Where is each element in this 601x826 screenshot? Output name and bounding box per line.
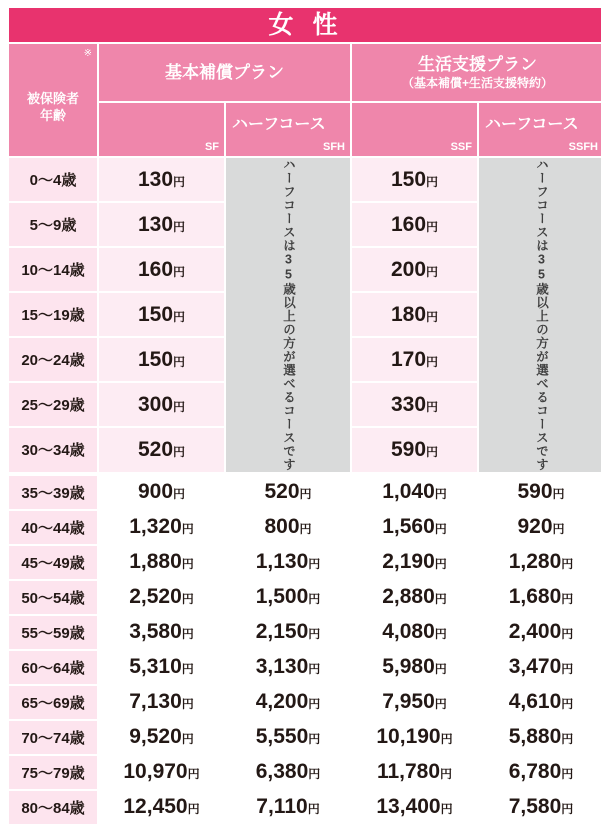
amount-value: 130 [137,212,174,236]
premium-cell-sf [99,474,224,509]
yen-unit: 円 [308,697,321,711]
amount-value: 7,110 [256,795,308,818]
premium-cell-ssfh [479,581,601,614]
amount-value: 150 [137,347,174,371]
premium-cell-ssfh [479,791,601,824]
yen-unit: 円 [181,592,194,606]
premium-cell-sf [99,511,224,544]
yen-unit: 円 [426,174,439,189]
yen-unit: 円 [308,627,321,641]
table-row [9,756,601,789]
amount-value: 2,400 [508,620,562,643]
yen-unit: 円 [434,522,447,536]
age-header-line2: 年齢 [39,108,66,123]
yen-unit: 円 [187,767,200,781]
premium-cell-ssf [352,248,477,291]
amount-value: 150 [390,167,427,191]
amount-value: 1,040 [382,480,435,503]
yen-unit: 円 [173,399,186,414]
age-cell: 55～59歳 [9,616,97,649]
amount-value: 3,580 [129,620,182,643]
amount-value: 2,880 [382,585,435,608]
yen-unit: 円 [173,354,186,369]
amount-value: 900 [137,480,174,503]
premium-cell-ssfh [479,474,601,509]
yen-unit: 円 [434,557,447,571]
amount-value: 520 [137,437,174,461]
amount-value: 590 [517,480,553,503]
yen-unit: 円 [561,557,574,571]
premium-cell-sfh [226,756,350,789]
half-course-note-support [479,158,601,472]
plan-basic-label: 基本補償プラン [165,62,284,82]
premium-cell-sf [99,581,224,614]
amount-value: 10,970 [123,760,188,783]
amount-value: 150 [137,302,174,326]
page-title: 女 性 [9,8,601,42]
plan-support-sublabel: （基本補償+生活支援特約） [401,75,553,90]
premium-cell-ssfh [479,616,601,649]
amount-value: 2,190 [382,550,435,573]
note-text: ハーフコースは35歳以上の方が選べるコースです [534,158,549,472]
amount-value: 520 [264,480,300,503]
yen-unit: 円 [561,662,574,676]
amount-value: 170 [390,347,427,371]
half-course-header-ssfh [479,103,601,156]
amount-value: 6,780 [508,760,562,783]
age-cell: 15～19歳 [9,293,97,336]
yen-unit: 円 [308,557,321,571]
half-course-note-basic [226,158,350,472]
amount-value: 11,780 [376,760,441,783]
premium-cell-sfh [226,651,350,684]
premium-cell-ssf [352,616,477,649]
amount-value: 200 [390,257,427,281]
premium-cell-sf [99,756,224,789]
premium-cell-sfh [226,686,350,719]
premium-cell-ssfh [479,686,601,719]
amount-value: 9,520 [129,725,182,748]
premium-cell-sfh [226,616,350,649]
yen-unit: 円 [308,732,321,746]
yen-unit: 円 [561,697,574,711]
premium-cell-ssf [352,428,477,471]
yen-unit: 円 [308,662,321,676]
table-row [9,511,601,544]
amount-value: 2,520 [129,585,182,608]
premium-cell-ssfh [479,756,601,789]
amount-value: 13,400 [376,795,441,818]
premium-cell-sf [99,546,224,579]
premium-cell-ssf [352,338,477,381]
premium-cell-ssf [352,721,477,754]
yen-unit: 円 [561,802,574,816]
code-header-row [9,103,601,156]
premium-cell-sf [99,203,224,246]
age-cell: 30～34歳 [9,428,97,471]
yen-unit: 円 [426,444,439,459]
yen-unit: 円 [173,487,186,501]
table-row [9,791,601,824]
age-cell: 70～74歳 [9,721,97,754]
premium-cell-sfh [226,791,350,824]
amount-value: 5,880 [508,725,562,748]
table-row [9,581,601,614]
premium-cell-sf [99,338,224,381]
code-header-sf [99,103,224,156]
plan-support-header [352,44,601,101]
premium-cell-ssf [352,203,477,246]
yen-unit: 円 [434,627,447,641]
yen-unit: 円 [181,627,194,641]
code-label-ssf: SSF [450,141,472,153]
premium-cell-sfh [226,581,350,614]
age-cell: 25～29歳 [9,383,97,426]
code-label-sf: SF [204,141,219,153]
yen-unit: 円 [181,557,194,571]
age-cell: 80～84歳 [9,791,97,824]
age-cell: 35～39歳 [9,474,97,509]
premium-cell-ssfh [479,546,601,579]
amount-value: 7,130 [129,690,182,713]
yen-unit: 円 [181,522,194,536]
premium-cell-ssf [352,546,477,579]
yen-unit: 円 [426,264,439,279]
table-row [9,721,601,754]
premium-cell-sfh [226,474,350,509]
yen-unit: 円 [440,802,453,816]
yen-unit: 円 [561,627,574,641]
yen-unit: 円 [561,767,574,781]
premium-cell-ssf [352,686,477,719]
premium-cell-sf [99,428,224,471]
table-row [9,616,601,649]
plan-header-row [9,44,601,101]
premium-cell-ssf [352,158,477,201]
yen-unit: 円 [552,522,565,536]
half-course-label-sfh: ハーフコース [232,116,326,134]
premium-cell-sf [99,651,224,684]
amount-value: 160 [390,212,427,236]
premium-cell-sf [99,616,224,649]
yen-unit: 円 [173,309,186,324]
age-cell: 50～54歳 [9,581,97,614]
table-row [9,686,601,719]
premium-rate-table [7,6,601,826]
yen-unit: 円 [181,662,194,676]
yen-unit: 円 [181,732,194,746]
title-row [9,8,601,42]
amount-value: 6,380 [255,760,309,783]
yen-unit: 円 [173,264,186,279]
note-text: ハーフコースは35歳以上の方が選べるコースです [281,158,296,472]
yen-unit: 円 [434,592,447,606]
premium-cell-ssf [352,581,477,614]
age-cell: 5～9歳 [9,203,97,246]
amount-value: 920 [517,515,553,538]
premium-cell-sf [99,686,224,719]
yen-unit: 円 [173,444,186,459]
premium-cell-ssfh [479,511,601,544]
yen-unit: 円 [440,732,453,746]
amount-value: 4,200 [255,690,309,713]
premium-cell-sf [99,383,224,426]
amount-value: 5,980 [382,655,435,678]
amount-value: 2,150 [255,620,309,643]
code-label-ssfh: SSFH [568,141,598,153]
amount-value: 5,310 [129,655,182,678]
amount-value: 160 [137,257,174,281]
premium-cell-ssf [352,791,477,824]
premium-cell-ssf [352,293,477,336]
age-cell: 65～69歳 [9,686,97,719]
asterisk-mark: ※ [83,48,92,59]
premium-cell-sf [99,721,224,754]
premium-cell-sf [99,293,224,336]
amount-value: 3,470 [508,655,562,678]
amount-value: 1,680 [508,585,562,608]
yen-unit: 円 [426,219,439,234]
yen-unit: 円 [308,767,321,781]
amount-value: 180 [390,302,427,326]
table-row [9,651,601,684]
premium-cell-ssf [352,474,477,509]
yen-unit: 円 [434,487,447,501]
premium-cell-ssf [352,383,477,426]
amount-value: 4,080 [382,620,435,643]
amount-value: 1,500 [255,585,309,608]
premium-cell-sf [99,158,224,201]
yen-unit: 円 [307,802,320,816]
amount-value: 4,610 [508,690,562,713]
premium-cell-ssf [352,756,477,789]
yen-unit: 円 [299,487,312,501]
premium-cell-sfh [226,546,350,579]
amount-value: 1,280 [508,550,562,573]
yen-unit: 円 [299,522,312,536]
yen-unit: 円 [308,592,321,606]
age-cell: 75～79歳 [9,756,97,789]
age-cell: 10～14歳 [9,248,97,291]
premium-cell-ssf [352,651,477,684]
amount-value: 330 [390,392,427,416]
half-course-label-ssfh: ハーフコース [485,116,579,134]
age-header-line1: 被保険者 [26,91,79,107]
amount-value: 10,190 [376,725,441,748]
yen-unit: 円 [434,662,447,676]
premium-cell-ssfh [479,721,601,754]
yen-unit: 円 [440,767,453,781]
plan-support-label: 生活支援プラン [418,55,537,75]
premium-cell-sfh [226,721,350,754]
amount-value: 5,550 [255,725,309,748]
amount-value: 12,450 [123,795,188,818]
amount-value: 590 [390,437,427,461]
amount-value: 1,130 [255,550,309,573]
yen-unit: 円 [561,592,574,606]
yen-unit: 円 [426,399,439,414]
yen-unit: 円 [181,697,194,711]
age-column-header [9,44,97,156]
premium-cell-sf [99,248,224,291]
amount-value: 130 [137,167,174,191]
age-cell: 20～24歳 [9,338,97,381]
yen-unit: 円 [173,174,186,189]
yen-unit: 円 [561,732,574,746]
premium-cell-ssfh [479,651,601,684]
premium-cell-sf [99,791,224,824]
yen-unit: 円 [173,219,186,234]
code-header-ssf [352,103,477,156]
amount-value: 1,880 [129,550,182,573]
amount-value: 7,580 [508,795,562,818]
amount-value: 1,560 [382,515,435,538]
amount-value: 1,320 [129,515,182,538]
plan-basic-header [99,44,350,101]
yen-unit: 円 [434,697,447,711]
code-label-sfh: SFH [323,141,345,153]
amount-value: 7,950 [382,690,435,713]
table-row [9,158,601,201]
amount-value: 300 [137,392,174,416]
amount-value: 3,130 [255,655,309,678]
age-cell: 0～4歳 [9,158,97,201]
yen-unit: 円 [187,802,200,816]
yen-unit: 円 [426,309,439,324]
half-course-header-sfh [226,103,350,156]
age-cell: 60～64歳 [9,651,97,684]
table-row [9,474,601,509]
age-cell: 45～49歳 [9,546,97,579]
premium-cell-ssf [352,511,477,544]
table-row [9,546,601,579]
yen-unit: 円 [426,354,439,369]
yen-unit: 円 [552,487,565,501]
premium-cell-sfh [226,511,350,544]
age-cell: 40～44歳 [9,511,97,544]
amount-value: 800 [264,515,300,538]
